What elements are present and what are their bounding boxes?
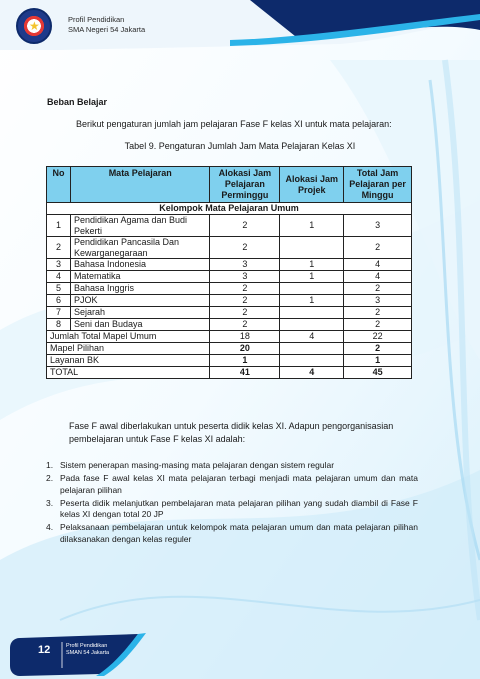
summary-row xyxy=(47,355,412,367)
row-subject: Pendidikan Agama dan Budi Pekerti xyxy=(70,215,210,237)
header-alloc: Alokasi Jam Pelajaran Perminggu xyxy=(210,167,280,203)
row-number: 4 xyxy=(47,271,71,283)
list-number: 1. xyxy=(46,460,54,470)
summary-alloc: 20 xyxy=(210,343,280,355)
list-item xyxy=(46,473,418,496)
row-number: 7 xyxy=(47,307,71,319)
row-project xyxy=(280,319,344,331)
list-text: Pelaksanaan pembelajaran untuk kelompok mata pelajaran umum dan mata pelajaran pilihan dilaksanakan dengan kelas reguler xyxy=(60,522,418,544)
row-project xyxy=(280,283,344,295)
summary-label: Jumlah Total Mapel Umum xyxy=(47,331,210,343)
row-number: 8 xyxy=(47,319,71,331)
row-total: 3 xyxy=(344,215,412,237)
header-text xyxy=(68,15,145,34)
list-item xyxy=(46,522,418,545)
table-row xyxy=(47,295,412,307)
summary-alloc: 18 xyxy=(210,331,280,343)
summary-label: TOTAL xyxy=(47,367,210,379)
list-text: Pada fase F awal kelas XI mata pelajaran terbagi menjadi mata pelajaran umum dan mata pelajaran pilihan xyxy=(60,473,418,495)
summary-project: 4 xyxy=(280,367,344,379)
row-project: 1 xyxy=(280,295,344,307)
row-alloc: 2 xyxy=(210,307,280,319)
list-number: 3. xyxy=(46,497,54,508)
list-number: 4. xyxy=(46,522,54,532)
summary-project: 4 xyxy=(280,331,344,343)
row-total: 2 xyxy=(344,237,412,259)
row-project xyxy=(280,237,344,259)
summary-label: Layanan BK xyxy=(47,355,210,367)
row-project: 1 xyxy=(280,259,344,271)
row-alloc: 2 xyxy=(210,283,280,295)
row-subject: Pendidikan Pancasila Dan Kewarganegaraan xyxy=(70,237,210,259)
row-alloc: 2 xyxy=(210,295,280,307)
row-number: 6 xyxy=(47,295,71,307)
table-row xyxy=(47,283,412,295)
summary-project xyxy=(280,343,344,355)
summary-row xyxy=(47,343,412,355)
row-project: 1 xyxy=(280,271,344,283)
header-project: Alokasi Jam Projek xyxy=(280,167,344,203)
header-line-2: SMA Negeri 54 Jakarta xyxy=(68,24,146,34)
table-caption: Tabel 9. Pengaturan Jumlah Jam Mata Pelajaran Kelas XI xyxy=(124,141,356,151)
summary-alloc: 41 xyxy=(210,367,280,379)
row-total: 2 xyxy=(344,283,412,295)
table-row xyxy=(47,237,412,259)
page-header xyxy=(0,0,480,50)
row-subject: Bahasa Indonesia xyxy=(70,259,210,271)
list-text: Sistem penerapan masing-masing mata pelajaran dengan sistem regular xyxy=(60,460,335,470)
row-number: 3 xyxy=(47,259,71,271)
row-subject: Matematika xyxy=(70,271,210,283)
table-row xyxy=(47,271,412,283)
summary-total: 1 xyxy=(344,355,412,367)
row-number: 2 xyxy=(47,237,71,259)
school-logo xyxy=(16,8,52,44)
table-header-row xyxy=(47,167,412,203)
row-alloc: 2 xyxy=(210,215,280,237)
table-row xyxy=(47,259,412,271)
star-icon: ★ xyxy=(29,19,40,33)
footer-text xyxy=(66,643,109,657)
table-row xyxy=(47,319,412,331)
row-total: 3 xyxy=(344,295,412,307)
footer-line-1: Profil Pendidikan xyxy=(66,643,108,649)
row-total: 2 xyxy=(344,319,412,331)
summary-total: 45 xyxy=(344,367,412,379)
row-project: 1 xyxy=(280,215,344,237)
group-row xyxy=(47,203,412,215)
header-total: Total Jam Pelajaran per Minggu xyxy=(344,167,412,203)
row-total: 4 xyxy=(344,259,412,271)
row-alloc: 2 xyxy=(210,237,280,259)
header-no: No xyxy=(47,167,71,203)
list-text: Peserta didik melanjutkan pembelajaran mata pelajaran pilihan yang sudah diambil di Fase F kelas XI dengan total 20 JP xyxy=(60,497,418,519)
summary-project xyxy=(280,355,344,367)
row-total: 2 xyxy=(344,307,412,319)
row-alloc: 3 xyxy=(210,259,280,271)
header-line-1: Profil Pendidikan xyxy=(68,15,125,24)
table-row xyxy=(47,215,412,237)
summary-alloc: 1 xyxy=(210,355,280,367)
row-total: 4 xyxy=(344,271,412,283)
list-number: 2. xyxy=(46,473,54,483)
list-item xyxy=(46,498,418,521)
row-subject: PJOK xyxy=(70,295,210,307)
intro-text: Berikut pengaturan jumlah jam pelajaran Fase F kelas XI untuk mata pelajaran: xyxy=(76,119,392,129)
summary-total: 22 xyxy=(344,331,412,343)
footer-line-2: SMAN 54 Jakarta xyxy=(66,650,110,656)
row-number: 5 xyxy=(47,283,71,295)
row-alloc: 2 xyxy=(210,319,280,331)
list-item xyxy=(46,460,418,472)
summary-total: 2 xyxy=(344,343,412,355)
header-subject: Mata Pelajaran xyxy=(70,167,210,203)
subject-hours-table xyxy=(46,166,412,379)
page-number: 12 xyxy=(38,644,51,656)
summary-row xyxy=(47,331,412,343)
row-subject: Bahasa Inggris xyxy=(70,283,210,295)
summary-row xyxy=(47,367,412,379)
section-title: Beban Belajar xyxy=(47,97,108,107)
row-alloc: 3 xyxy=(210,271,280,283)
group-label: Kelompok Mata Pelajaran Umum xyxy=(47,203,412,215)
row-number: 1 xyxy=(47,215,71,237)
table-row xyxy=(47,307,412,319)
row-subject: Sejarah xyxy=(70,307,210,319)
row-subject: Seni dan Budaya xyxy=(70,319,210,331)
row-project xyxy=(280,307,344,319)
body-paragraph: Fase F awal diberlakukan untuk peserta didik kelas XI. Adapun pengorganisasian pembelajaran untuk Fase F kelas XI adalah: xyxy=(69,421,394,444)
summary-label: Mapel Pilihan xyxy=(47,343,210,355)
organization-list xyxy=(46,460,418,547)
